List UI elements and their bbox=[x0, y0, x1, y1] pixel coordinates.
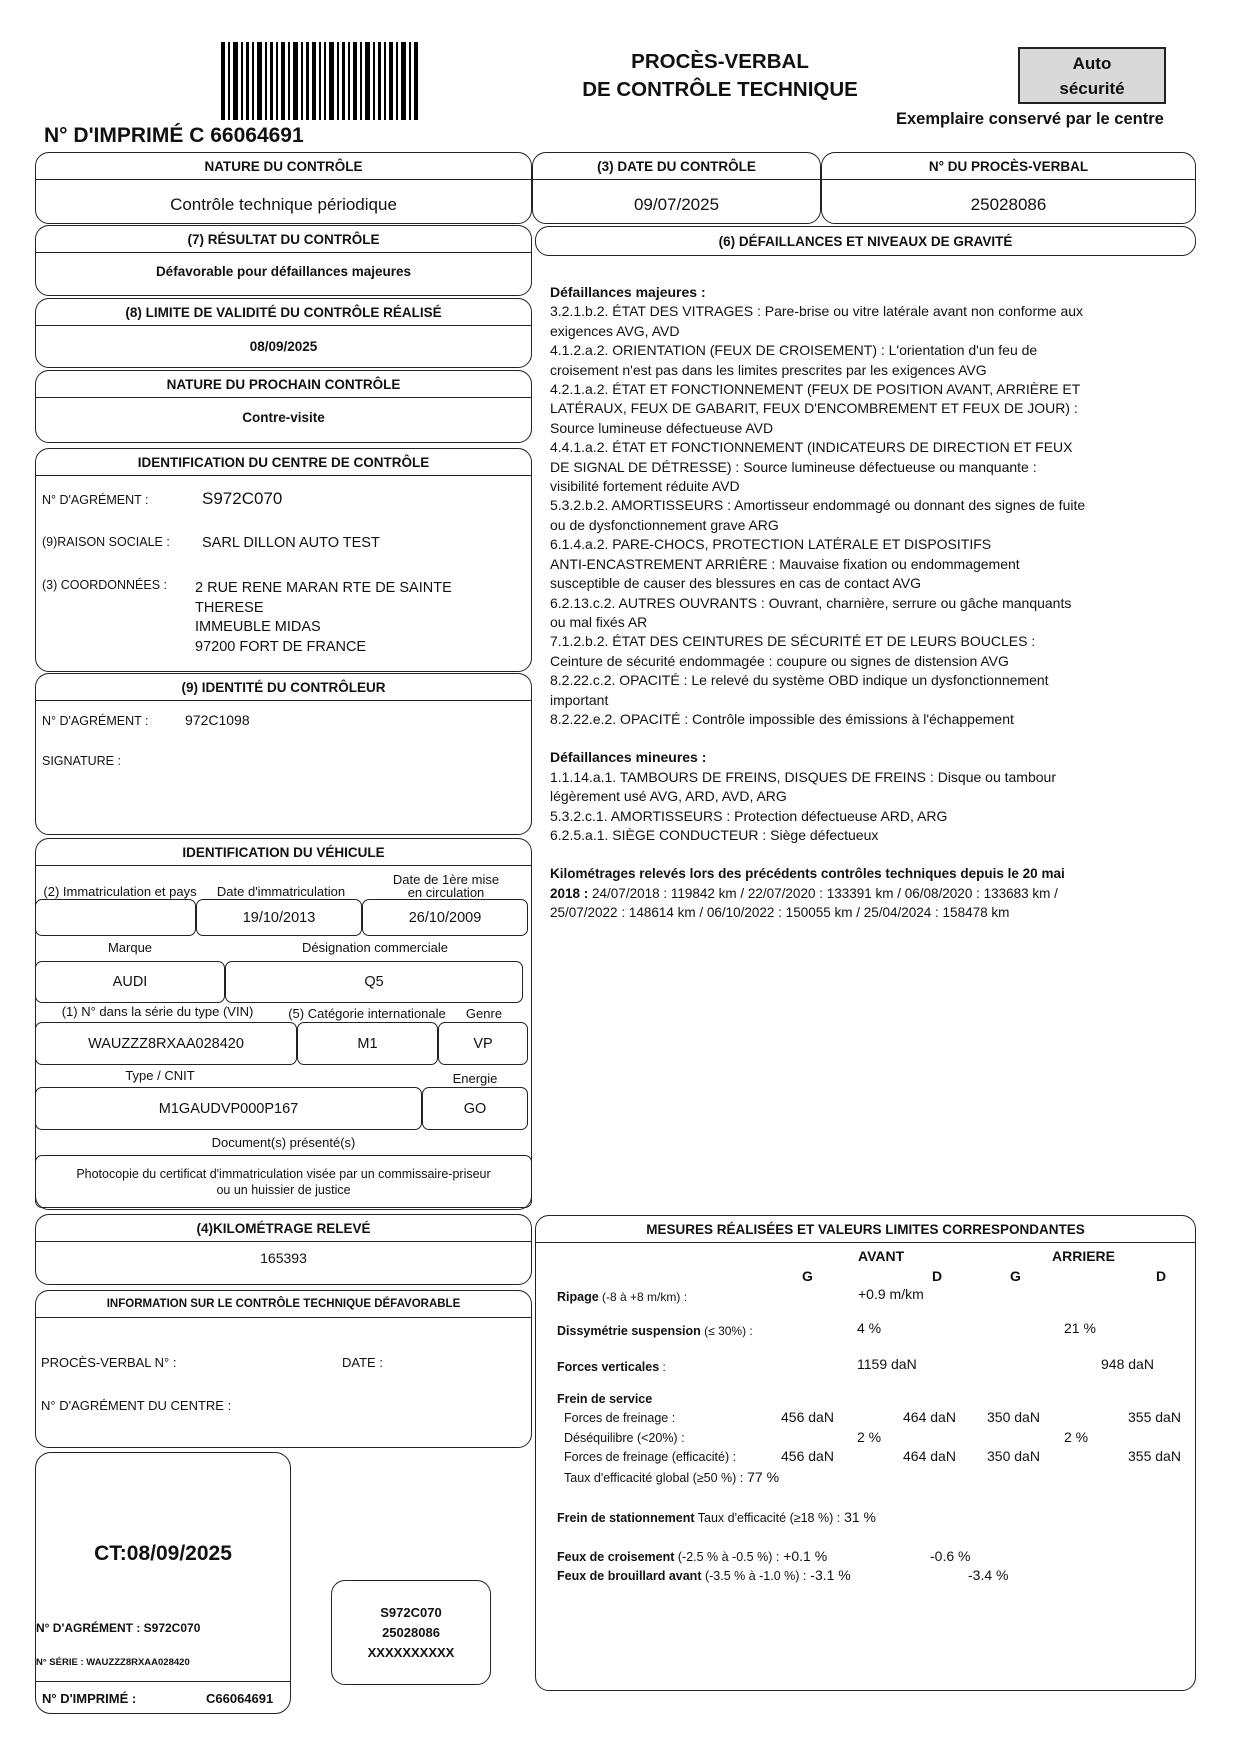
coord-line-1: 2 RUE RENE MARAN RTE DE SAINTE bbox=[195, 580, 452, 596]
efficacite-front-left: 456 daN bbox=[781, 1448, 834, 1464]
next-control-value: Contre-visite bbox=[242, 410, 325, 425]
minor-title: Défaillances mineures : bbox=[550, 749, 707, 766]
printed-number: N° D'IMPRIMÉ C 66064691 bbox=[44, 124, 304, 147]
brand-box bbox=[1018, 47, 1166, 104]
type-field: M1GAUDVP000P167 bbox=[35, 1087, 422, 1130]
genre-label: Genre bbox=[465, 1006, 503, 1021]
controller-agrement-value: 972C1098 bbox=[185, 712, 250, 728]
marque-label: Marque bbox=[107, 940, 153, 955]
brouillard-label: Feux de brouillard avant bbox=[557, 1569, 702, 1583]
minor-line: 5.3.2.c.1. AMORTISSEURS : Protection défectueuse ARD, ARG bbox=[550, 807, 948, 824]
freinage-rear-left: 350 daN bbox=[987, 1409, 1040, 1425]
efficacite-rear-left: 350 daN bbox=[987, 1448, 1040, 1464]
energie-field: GO bbox=[422, 1087, 528, 1130]
defects-header-box bbox=[535, 226, 1196, 256]
nature-box bbox=[35, 152, 532, 224]
mileage-box bbox=[35, 1214, 532, 1285]
categorie-field: M1 bbox=[297, 1022, 438, 1065]
defects-header: (6) DÉFAILLANCES ET NIVEAUX DE GRAVITÉ bbox=[718, 233, 1013, 249]
controller-header: (9) IDENTITÉ DU CONTRÔLEUR bbox=[36, 674, 531, 701]
stamp-box bbox=[331, 1580, 491, 1685]
freinage-front-left: 456 daN bbox=[781, 1409, 834, 1425]
front-left-header: G bbox=[802, 1268, 813, 1284]
major-line: visibilité fortement réduite AVD bbox=[550, 478, 740, 495]
spacer bbox=[550, 845, 1190, 864]
efficacite-front-right: 464 daN bbox=[903, 1448, 956, 1464]
mileage-header: (4)KILOMÉTRAGE RELEVÉ bbox=[36, 1215, 531, 1242]
croisement-right: -0.6 % bbox=[930, 1548, 971, 1564]
croisement-limit: (-2.5 % à -0.5 %) : bbox=[674, 1550, 780, 1564]
energie-label: Energie bbox=[452, 1071, 498, 1086]
designation-label: Désignation commerciale bbox=[302, 940, 448, 955]
controller-box bbox=[35, 673, 532, 835]
ripage-label: Ripage bbox=[557, 1290, 599, 1304]
unfavorable-box bbox=[35, 1290, 532, 1448]
service-brake-label: Frein de service bbox=[557, 1392, 653, 1406]
sticker-serie: N° SÉRIE : WAUZZZ8RXAA028420 bbox=[36, 1657, 190, 1668]
immat-field bbox=[35, 899, 196, 936]
brouillard-left: -3.1 % bbox=[810, 1567, 851, 1583]
signature-label: SIGNATURE : bbox=[42, 754, 121, 768]
brouillard-limit: (-3.5 % à -1.0 %) : bbox=[701, 1569, 807, 1583]
dissym-rear: 21 % bbox=[1064, 1320, 1096, 1336]
croisement-label: Feux de croisement bbox=[557, 1550, 675, 1564]
documents-line-1: Photocopie du certificat d'immatriculation visée par un commissaire-priseur bbox=[76, 1166, 491, 1181]
stationnement-label: Frein de stationnement bbox=[557, 1511, 695, 1525]
vin-label: (1) N° dans la série du type (VIN) bbox=[61, 1004, 254, 1019]
genre-field: VP bbox=[438, 1022, 528, 1065]
unfavorable-agrement-label: N° D'AGRÉMENT DU CENTRE : bbox=[41, 1398, 232, 1413]
validity-box bbox=[35, 298, 532, 368]
stationnement-row bbox=[557, 1509, 876, 1525]
center-box bbox=[35, 448, 532, 672]
major-line: 3.2.1.b.2. ÉTAT DES VITRAGES : Pare-brise ou vitre latérale avant non conforme aux bbox=[550, 303, 1084, 320]
brand-line-2: sécurité bbox=[1059, 79, 1125, 98]
freinage-label: Forces de freinage : bbox=[564, 1411, 676, 1425]
forces-v-front: 1159 daN bbox=[857, 1356, 917, 1372]
center-header: IDENTIFICATION DU CENTRE DE CONTRÔLE bbox=[36, 449, 531, 476]
nature-header: NATURE DU CONTRÔLE bbox=[36, 153, 531, 180]
ripage-row bbox=[557, 1288, 687, 1304]
unfavorable-header: INFORMATION SUR LE CONTRÔLE TECHNIQUE DÉFAVORABLE bbox=[36, 1291, 531, 1318]
date-value: 09/07/2025 bbox=[633, 195, 720, 214]
dissym-label: Dissymétrie suspension bbox=[557, 1324, 701, 1338]
dissym-row bbox=[557, 1322, 753, 1338]
unfavorable-date-label: DATE : bbox=[342, 1355, 383, 1370]
copy-note: Exemplaire conservé par le centre bbox=[896, 110, 1164, 128]
minor-line: 6.2.5.a.1. SIÈGE CONDUCTEUR : Siège défectueux bbox=[550, 826, 879, 843]
brand-line-1: Auto bbox=[1072, 54, 1112, 73]
date-immat-field: 19/10/2013 bbox=[196, 899, 362, 936]
km-history-line-2 bbox=[550, 884, 1190, 903]
taux-global-label: Taux d'efficacité global (≥50 %) : bbox=[564, 1471, 744, 1485]
rear-right-header: D bbox=[1156, 1268, 1167, 1284]
coord-line-2: THERESE bbox=[195, 599, 264, 616]
taux-global-value: 77 % bbox=[747, 1469, 780, 1485]
front-right-header: D bbox=[932, 1268, 943, 1284]
ripage-limit: (-8 à +8 m/km) : bbox=[598, 1290, 688, 1304]
controller-agrement-label: N° D'AGRÉMENT : bbox=[42, 714, 149, 728]
major-line: 6.1.4.a.2. PARE-CHOCS, PROTECTION LATÉRALE ET DISPOSITIFS bbox=[550, 536, 992, 553]
center-agrement-value: S972C070 bbox=[202, 489, 283, 508]
next-control-header: NATURE DU PROCHAIN CONTRÔLE bbox=[36, 371, 531, 398]
barcode bbox=[221, 42, 421, 120]
stationnement-limit: Taux d'efficacité (≥18 %) : bbox=[694, 1511, 841, 1525]
freinage-front-right: 464 daN bbox=[903, 1409, 956, 1425]
unfavorable-pv-label: PROCÈS-VERBAL N° : bbox=[41, 1355, 177, 1370]
center-coordinates bbox=[195, 579, 452, 657]
validity-value: 08/09/2025 bbox=[249, 339, 318, 354]
km-history-line-1: Kilométrages relevés lors des précédents contrôles techniques depuis le 20 mai bbox=[550, 866, 1065, 882]
defects-list bbox=[550, 283, 1190, 923]
major-line: susceptible de causer des blessures en cas de contact AVG bbox=[550, 575, 921, 592]
taux-global-row bbox=[564, 1469, 779, 1485]
ripage-value: +0.9 m/km bbox=[858, 1286, 924, 1302]
brouillard-right: -3.4 % bbox=[968, 1567, 1009, 1583]
pv-number-box bbox=[821, 152, 1196, 224]
major-line: DE SIGNAL DE DÉTRESSE) : Source lumineuse défectueuse ou manquante : bbox=[550, 458, 1037, 475]
major-line: 5.3.2.b.2. AMORTISSEURS : Amortisseur endommagé ou donnant des signes de fuite bbox=[550, 497, 1086, 514]
coord-line-3: IMMEUBLE MIDAS bbox=[195, 619, 321, 635]
sticker-imprime-label: N° D'IMPRIMÉ : bbox=[42, 1691, 137, 1706]
designation-field: Q5 bbox=[225, 961, 523, 1003]
sticker-divider bbox=[36, 1681, 290, 1682]
forces-v-row bbox=[557, 1358, 666, 1374]
stamp-line-2: 25028086 bbox=[382, 1625, 440, 1640]
major-line: 6.2.13.c.2. AUTRES OUVRANTS : Ouvrant, charnière, serrure ou gâche manquants bbox=[550, 594, 1072, 611]
major-line: LATÉRAUX, FEUX DE GABARIT, FEUX D'ENCOMBREMENT ET FEUX DE JOUR) : bbox=[550, 400, 1078, 417]
stamp-text bbox=[332, 1603, 490, 1663]
title-line-1: PROCÈS-VERBAL bbox=[631, 50, 809, 73]
major-line: 4.1.2.a.2. ORIENTATION (FEUX DE CROISEMENT) : L'orientation d'un feu de bbox=[550, 342, 1038, 359]
date-immat-label: Date d'immatriculation bbox=[216, 884, 346, 899]
freinage-rear-right: 355 daN bbox=[1128, 1409, 1181, 1425]
avant-header: AVANT bbox=[858, 1248, 905, 1264]
deseq-rear: 2 % bbox=[1064, 1429, 1089, 1445]
major-line: 4.2.1.a.2. ÉTAT ET FONCTIONNEMENT (FEUX DE POSITION AVANT, ARRIÈRE ET bbox=[550, 381, 1081, 398]
type-label: Type / CNIT bbox=[125, 1068, 195, 1083]
nature-value: Contrôle technique périodique bbox=[170, 195, 397, 214]
center-agrement-label: N° D'AGRÉMENT : bbox=[42, 493, 149, 507]
dissym-limit: (≤ 30%) : bbox=[700, 1324, 753, 1338]
km-history-line-3: 25/07/2022 : 148614 km / 06/10/2022 : 150055 km / 25/04/2024 : 158478 km bbox=[550, 905, 1010, 921]
sticker-imprime-value: C66064691 bbox=[206, 1691, 274, 1706]
documents-field bbox=[35, 1155, 532, 1208]
result-header: (7) RÉSULTAT DU CONTRÔLE bbox=[36, 226, 531, 253]
minor-line: 1.1.14.a.1. TAMBOURS DE FREINS, DISQUES DE FREINS : Disque ou tambour bbox=[550, 768, 1056, 785]
stamp-line-1: S972C070 bbox=[380, 1605, 442, 1620]
major-line: croisement n'est pas dans les limites prescrites par les exigences AVG bbox=[550, 361, 987, 378]
center-raison-value: SARL DILLON AUTO TEST bbox=[202, 535, 380, 551]
major-line: important bbox=[550, 691, 609, 708]
stamp-line-3: XXXXXXXXXX bbox=[367, 1645, 455, 1660]
document-title bbox=[520, 48, 920, 104]
first-circ-label-2: en circulation bbox=[407, 885, 485, 900]
stationnement-value: 31 % bbox=[844, 1509, 877, 1525]
major-line: Ceinture de sécurité endommagée : coupure ou signes de distension AVG bbox=[550, 652, 1009, 669]
date-header: (3) DATE DU CONTRÔLE bbox=[533, 153, 820, 180]
dissym-front: 4 % bbox=[857, 1320, 882, 1336]
major-title: Défaillances majeures : bbox=[550, 284, 706, 300]
brouillard-row bbox=[557, 1567, 851, 1583]
minor-line: légèrement usé AVG, ARD, AVD, ARG bbox=[550, 788, 787, 805]
major-line: 7.1.2.b.2. ÉTAT DES CEINTURES DE SÉCURITÉ ET DE LEURS BOUCLES : bbox=[550, 633, 1036, 650]
efficacite-rear-right: 355 daN bbox=[1128, 1448, 1181, 1464]
major-line: exigences AVG, AVD bbox=[550, 322, 680, 339]
mileage-value: 165393 bbox=[260, 1250, 307, 1266]
vin-field: WAUZZZ8RXAA028420 bbox=[35, 1022, 297, 1065]
validity-header: (8) LIMITE DE VALIDITÉ DU CONTRÔLE RÉALISÉ bbox=[36, 299, 531, 326]
coord-line-4: 97200 FORT DE FRANCE bbox=[195, 638, 367, 655]
forces-v-label: Forces verticales bbox=[557, 1360, 660, 1374]
spacer bbox=[550, 729, 1190, 748]
title-line-2: DE CONTRÔLE TECHNIQUE bbox=[582, 78, 858, 101]
km-history-values-1: 24/07/2018 : 119842 km / 22/07/2020 : 133391 km / 06/08/2020 : 133683 km / bbox=[588, 885, 1058, 901]
marque-field: AUDI bbox=[35, 961, 225, 1003]
date-box bbox=[532, 152, 821, 224]
forces-v-limit: : bbox=[659, 1360, 666, 1374]
categorie-label: (5) Catégorie internationale bbox=[288, 1006, 446, 1021]
sticker-agrement: N° D'AGRÉMENT : S972C070 bbox=[36, 1621, 201, 1635]
center-coord-label: (3) COORDONNÉES : bbox=[42, 578, 168, 592]
first-circ-label-1: Date de 1ère mise bbox=[392, 872, 500, 887]
rear-left-header: G bbox=[1010, 1268, 1021, 1284]
major-line: Source lumineuse défectueuse AVD bbox=[550, 419, 774, 436]
forces-v-rear: 948 daN bbox=[1101, 1356, 1154, 1372]
major-line: 4.4.1.a.2. ÉTAT ET FONCTIONNEMENT (INDICATEURS DE DIRECTION ET FEUX bbox=[550, 439, 1073, 456]
major-line: 8.2.22.e.2. OPACITÉ : Contrôle impossible des émissions à l'échappement bbox=[550, 710, 1014, 727]
arriere-header: ARRIERE bbox=[1052, 1248, 1116, 1264]
pv-number-value: 25028086 bbox=[970, 195, 1047, 214]
croisement-left: +0.1 % bbox=[783, 1548, 828, 1564]
first-circ-label bbox=[365, 873, 527, 899]
first-circ-field: 26/10/2009 bbox=[362, 899, 528, 936]
pv-number-header: N° DU PROCÈS-VERBAL bbox=[822, 153, 1195, 180]
km-history-year: 2018 : bbox=[550, 885, 589, 901]
major-line: ou de dysfonctionnement grave ARG bbox=[550, 516, 779, 533]
major-line: ou mal fixés AR bbox=[550, 613, 648, 630]
sticker-box bbox=[35, 1452, 291, 1714]
result-box bbox=[35, 225, 532, 296]
croisement-row bbox=[557, 1548, 827, 1564]
vehicle-header: IDENTIFICATION DU VÉHICULE bbox=[36, 839, 531, 866]
documents-line-2: ou un huissier de justice bbox=[216, 1182, 351, 1197]
immat-label: (2) Immatriculation et pays bbox=[43, 884, 197, 899]
result-value: Défavorable pour défaillances majeures bbox=[155, 264, 412, 279]
center-raison-label: (9)RAISON SOCIALE : bbox=[42, 535, 170, 549]
sticker-ct-date: CT:08/09/2025 bbox=[94, 1542, 232, 1565]
efficacite-label: Forces de freinage (efficacité) : bbox=[564, 1450, 737, 1464]
deseq-label: Déséquilibre (<20%) : bbox=[564, 1431, 685, 1445]
documents-label: Document(s) présenté(s) bbox=[211, 1135, 356, 1150]
deseq-front: 2 % bbox=[857, 1429, 882, 1445]
major-line: 8.2.22.c.2. OPACITÉ : Le relevé du système OBD indique un dysfonctionnement bbox=[550, 672, 1049, 689]
measures-header: MESURES RÉALISÉES ET VALEURS LIMITES CORRESPONDANTES bbox=[536, 1216, 1195, 1243]
next-control-box bbox=[35, 370, 532, 443]
major-line: ANTI-ENCASTREMENT ARRIÈRE : Mauvaise fixation ou endommagement bbox=[550, 555, 1020, 572]
